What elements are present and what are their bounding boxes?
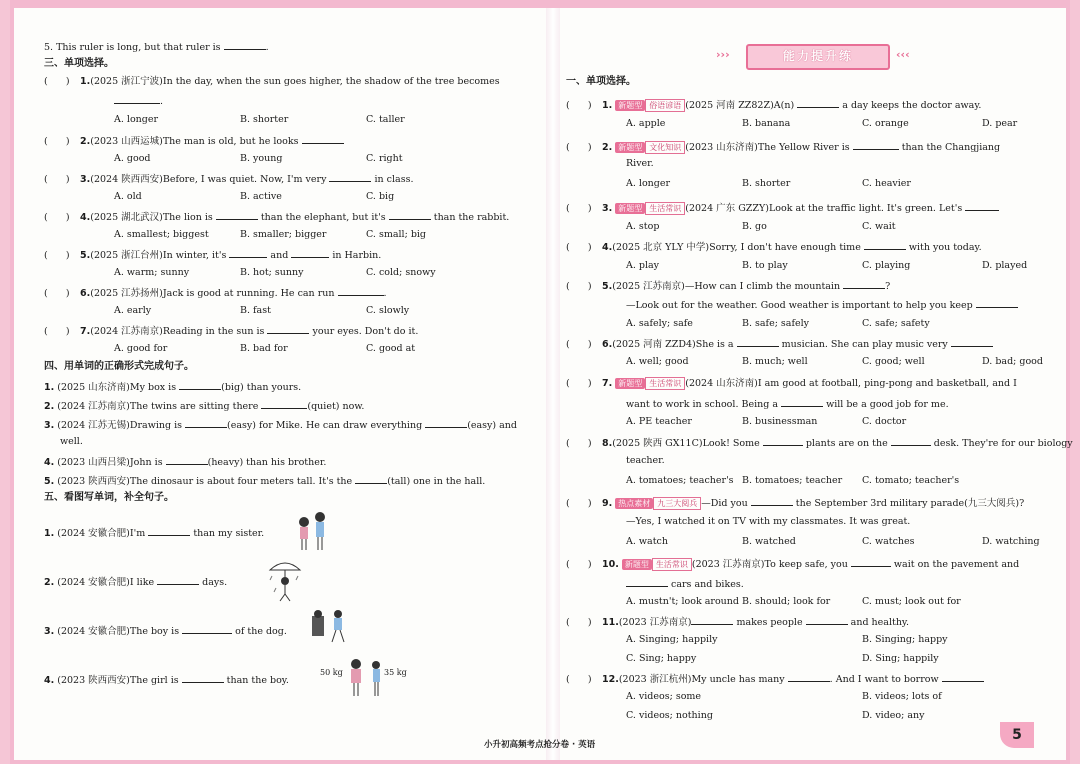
page-number: 5 [1000,722,1034,748]
right-mc-8-opt-a[interactable]: A. tomatoes; teacher's [626,475,734,486]
right-mc-7-opt-b[interactable]: B. businessman [742,416,818,427]
pic-1: 1. (2024 安徽合肥)I'm than my sister. [44,528,265,539]
weights-illustration [346,656,386,698]
right-mc-8-line2: teacher. [626,455,665,466]
right-mc-11-opt-a[interactable]: A. Singing; happily [626,634,718,645]
section4-title: 四、用单词的正确形式完成句子。 [44,361,194,372]
right-mc-2-line2: River. [626,158,654,169]
right-mc-6-opt-a[interactable]: A. well; good [626,356,689,367]
left-mc-6-opt-a[interactable]: A. early [114,305,152,316]
left-mc-2-opt-a[interactable]: A. good [114,153,151,164]
right-mc-11-opt-d[interactable]: D. Sing; happily [862,653,939,664]
right-mc-9-line2: —Yes, I watched it on TV with my classmates. It was great. [626,516,911,527]
section5-title: 五、看图写单词，补全句子。 [44,492,174,503]
right-mc-12-opt-a[interactable]: A. videos; some [626,691,702,702]
pic-4: 4. (2023 陕西西安)The girl is than the boy. [44,675,289,686]
right-mc-9-opt-a[interactable]: A. watch [626,536,668,547]
right-mc-12-opt-c[interactable]: C. videos; nothing [626,710,713,721]
left-mc-1-opt-c[interactable]: C. taller [366,114,405,125]
right-mc-7-opt-a[interactable]: A. PE teacher [626,416,692,427]
right-mc-2: ( ) 2. 新题型 文化知识 (2023 山东济南)The Yellow River is than the Changjiang [566,142,1001,153]
fill-4: 4. (2023 山西吕梁)John is (heavy) than his brother. [44,457,327,468]
left-mc-4-opt-b[interactable]: B. smaller; bigger [240,229,327,240]
left-mc-2: ( ) 2.(2023 山西运城)The man is old, but he looks [44,134,344,148]
banner-chevrons-right: ‹‹‹ [896,48,910,61]
right-mc-4-opt-d[interactable]: D. played [982,260,1028,271]
right-mc-4-opt-b[interactable]: B. to play [742,260,788,271]
fill-3-line2: well. [60,436,83,447]
left-mc-6-opt-c[interactable]: C. slowly [366,305,410,316]
pic-2: 2. (2024 安徽合肥)I like days. [44,577,228,588]
page-fold [546,8,560,760]
fill-1: 1. (2025 山东济南)My box is (big) than yours. [44,382,302,393]
right-mc-9-opt-b[interactable]: B. watched [742,536,796,547]
right-mc-6-opt-d[interactable]: D. bad; good [982,356,1043,367]
banner-title: 能力提升练 [746,44,890,70]
right-mc-1-opt-a[interactable]: A. apple [626,118,666,129]
right-mc-11: ( ) 11.(2023 江苏南京) makes people and healthy. [566,617,910,628]
left-mc-7: ( ) 7.(2024 江苏南京)Reading in the sun is your eyes. Don't do it. [44,326,419,337]
right-mc-6-opt-c[interactable]: C. good; well [862,356,925,367]
right-mc-5: ( ) 5.(2025 江苏南京)—How can I climb the mountain ? [566,281,891,292]
right-mc-2-opt-b[interactable]: B. shorter [742,178,791,189]
left-pink-edge [0,0,10,764]
left-mc-5-opt-b[interactable]: B. hot; sunny [240,267,304,278]
left-mc-4-opt-a[interactable]: A. smallest; biggest [114,229,209,240]
right-mc-2-opt-a[interactable]: A. longer [626,178,671,189]
rainy-umbrella-illustration [266,556,304,602]
left-mc-1-opt-a[interactable]: A. longer [114,114,159,125]
right-mc-1-opt-b[interactable]: B. banana [742,118,791,129]
footer-title: 小升初高频考点抢分卷 · 英语 [484,740,596,750]
right-mc-3-opt-b[interactable]: B. go [742,221,767,232]
left-mc-2-opt-b[interactable]: B. young [240,153,283,164]
left-mc-1-line2: . [114,94,163,108]
right-mc-11-opt-c[interactable]: C. Sing; happy [626,653,697,664]
right-mc-4: ( ) 4.(2025 北京 YLY 中学)Sorry, I don't have enough time with you today. [566,242,982,253]
left-mc-4-opt-c[interactable]: C. small; big [366,229,427,240]
right-mc-9-opt-d[interactable]: D. watching [982,536,1040,547]
left-mc-6-opt-b[interactable]: B. fast [240,305,271,316]
left-mc-5-opt-c[interactable]: C. cold; snowy [366,267,436,278]
right-mc-11-opt-b[interactable]: B. Singing; happy [862,634,948,645]
right-mc-9-opt-c[interactable]: C. watches [862,536,915,547]
boy-and-dog-illustration [310,606,350,646]
left-mc-3-opt-a[interactable]: A. old [114,191,142,202]
right-mc-12-opt-d[interactable]: D. video; any [862,710,925,721]
left-mc-5: ( ) 5.(2025 浙江台州)In winter, it's and in Harbin. [44,250,382,261]
right-mc-10: ( ) 10. 新题型 生活常识 (2023 江苏南京)To keep safe, you wait on the pavement and [566,559,1020,570]
left-mc-3-opt-b[interactable]: B. active [240,191,282,202]
right-mc-5-opt-c[interactable]: C. safe; safety [862,318,930,329]
right-mc-10-opt-c[interactable]: C. must; look out for [862,596,961,607]
pic-3: 3. (2024 安徽合肥)The boy is of the dog. [44,626,287,637]
left-mc-4: ( ) 4.(2025 湖北武汉)The lion is than the elephant, but it's than the rabbit. [44,212,510,223]
right-mc-4-opt-c[interactable]: C. playing [862,260,911,271]
left-mc-1: ( ) 1.(2025 浙江宁波)In the day, when the sun goes higher, the shadow of the tree becomes [44,76,500,87]
fill-3: 3. (2024 江苏无锡)Drawing is (easy) for Mike. He can draw everything (easy) and [44,420,518,431]
right-mc-3: ( ) 3. 新题型 生活常识 (2024 广东 GZZY)Look at the traffic light. It's green. Let's [566,201,999,215]
right-mc-3-opt-c[interactable]: C. wait [862,221,896,232]
left-mc-3: ( ) 3.(2024 陕西西安)Before, I was quiet. Now, I'm very in class. [44,174,414,185]
right-pink-edge [1070,0,1080,764]
left-mc-7-opt-a[interactable]: A. good for [114,343,168,354]
fill-5: 5. (2023 陕西西安)The dinosaur is about four meters tall. It's the (tall) one in the hall. [44,476,486,487]
right-section-title: 一、单项选择。 [566,76,636,87]
left-mc-7-opt-c[interactable]: C. good at [366,343,416,354]
fill-2: 2. (2024 江苏南京)The twins are sitting there (quiet) now. [44,401,365,412]
left-mc-2-opt-c[interactable]: C. right [366,153,403,164]
right-mc-7-line2: want to work in school. Being a will be a good job for me. [626,399,949,410]
right-mc-7: ( ) 7. 新题型 生活常识 (2024 山东济南)I am good at football, ping-pong and basketball, and I [566,378,1017,389]
left-mc-6: ( ) 6.(2025 江苏扬州)Jack is good at running. He can run . [44,288,387,299]
right-mc-1-opt-c[interactable]: C. orange [862,118,909,129]
right-mc-1: ( ) 1. 新题型 俗语谚语 (2025 河南 ZZ82Z)A(n) a day keeps the doctor away. [566,100,982,111]
right-mc-12: ( ) 12.(2023 浙江杭州)My uncle has many . And I want to borrow [566,672,984,686]
right-mc-7-opt-c[interactable]: C. doctor [862,416,907,427]
right-mc-5-line2: —Look out for the weather. Good weather is important to help you keep [626,298,1018,312]
right-mc-5-opt-b[interactable]: B. safe; safely [742,318,810,329]
section3-title: 三、单项选择。 [44,58,114,69]
right-mc-6-opt-b[interactable]: B. much; well [742,356,808,367]
right-mc-10-opt-a[interactable]: A. mustn't; look around [626,596,739,607]
right-mc-10-line2: cars and bikes. [626,577,744,591]
workbook-spread [14,8,1073,760]
right-mc-8: ( ) 8.(2025 陕西 GX11C)Look! Some plants are on the desk. They're for our biology [566,438,1073,449]
left-mc-5-opt-a[interactable]: A. warm; sunny [114,267,190,278]
banner-chevrons-left: ››› [716,48,730,61]
siblings-illustration [294,510,330,552]
right-mc-12-opt-b[interactable]: B. videos; lots of [862,691,942,702]
right-mc-9: ( ) 9. 热点素材 九三大阅兵 —Did you the September 3rd military parade(九三大阅兵)? [566,498,1025,509]
left-q5: 5. This ruler is long, but that ruler is . [44,42,269,53]
right-mc-5-opt-a[interactable]: A. safely; safe [626,318,693,329]
right-mc-4-opt-a[interactable]: A. play [626,260,660,271]
right-mc-2-opt-c[interactable]: C. heavier [862,178,911,189]
weight-right-label: 35 kg [384,668,407,677]
right-mc-3-opt-a[interactable]: A. stop [626,221,660,232]
right-mc-10-opt-b[interactable]: B. should; look for [742,596,831,607]
right-mc-1-opt-d[interactable]: D. pear [982,118,1018,129]
left-mc-7-opt-b[interactable]: B. bad for [240,343,288,354]
right-mc-8-opt-c[interactable]: C. tomato; teacher's [862,475,960,486]
weight-left-label: 50 kg [320,668,343,677]
left-mc-1-opt-b[interactable]: B. shorter [240,114,289,125]
left-mc-3-opt-c[interactable]: C. big [366,191,395,202]
right-mc-8-opt-b[interactable]: B. tomatoes; teacher [742,475,843,486]
right-mc-6: ( ) 6.(2025 河南 ZZD4)She is a musician. She can play music very [566,337,993,351]
